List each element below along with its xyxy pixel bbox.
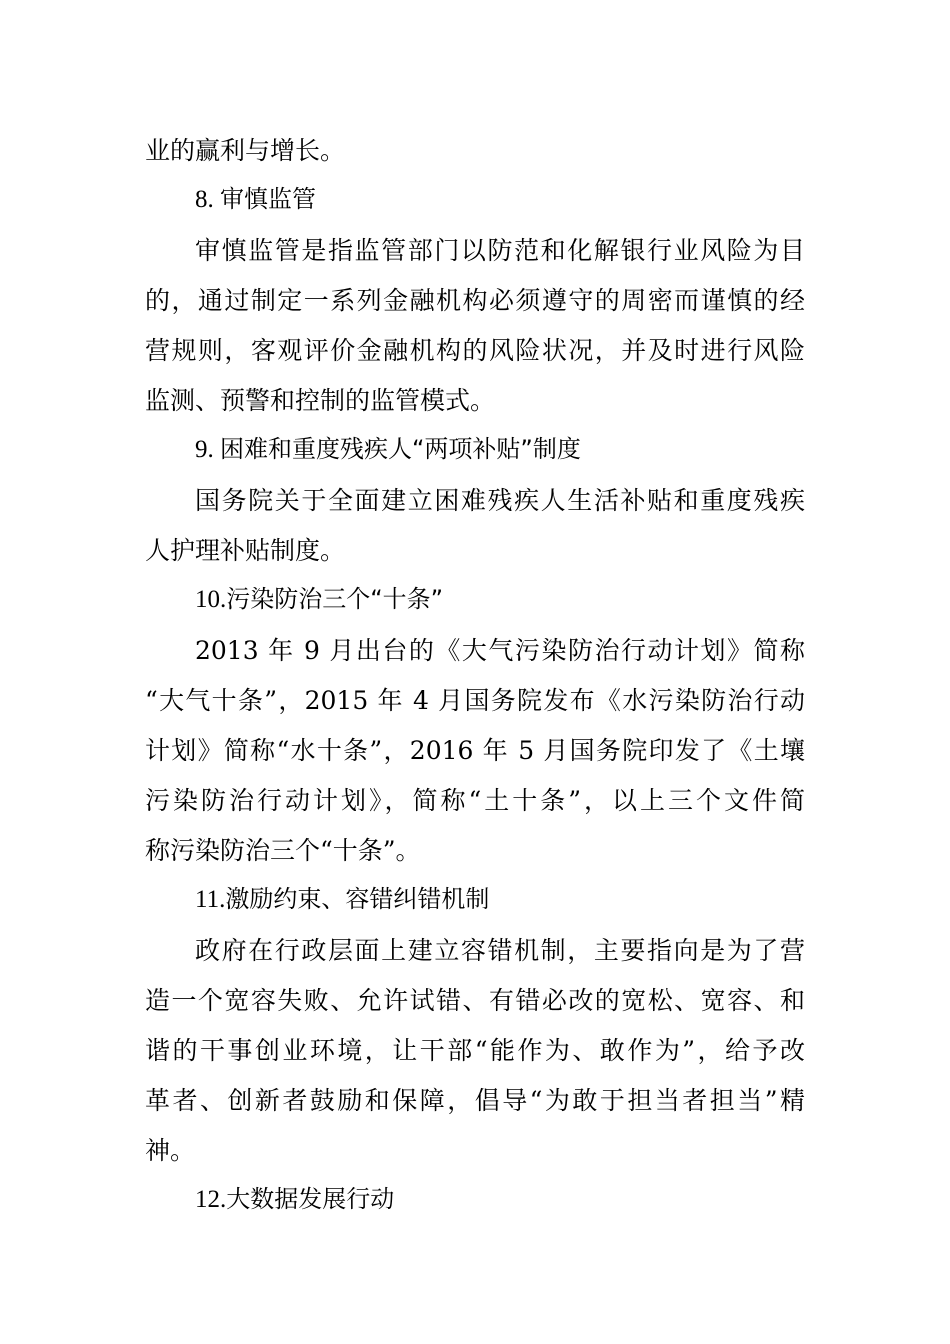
paragraph-line: 的，通过制定一系列金融机构必须遵守的周密而谨慎的经 [145, 286, 805, 315]
paragraph-line: 国务院关于全面建立困难残疾人生活补贴和重度残疾 [195, 486, 805, 515]
section-heading [195, 434, 581, 464]
section-title: 污染防治三个“十条” [226, 585, 444, 613]
paragraph-line: 2013 年 9 月出台的《大气污染防治行动计划》简称 [195, 636, 805, 665]
paragraph-line: “大气十条”，2015 年 4 月国务院发布《水污染防治行动 [145, 686, 805, 715]
section-number: 11. [195, 886, 226, 913]
section-heading [195, 884, 489, 914]
paragraph-line: 人护理补贴制度。 [145, 536, 346, 565]
paragraph-line: 监测、预警和控制的监管模式。 [145, 386, 496, 415]
paragraph-line: 称污染防治三个“十条”。 [145, 836, 421, 865]
section-heading [195, 1184, 394, 1214]
section-title: 激励约束、容错纠错机制 [225, 885, 490, 913]
section-title: 审慎监管 [220, 185, 316, 213]
paragraph-line: 谐的干事创业环境，让干部“能作为、敢作为”，给予改 [145, 1036, 805, 1065]
paragraph-line: 造一个宽容失败、允许试错、有错必改的宽松、宽容、和 [145, 986, 805, 1015]
paragraph-line: 营规则，客观评价金融机构的风险状况，并及时进行风险 [145, 336, 805, 365]
paragraph-line: 污染防治行动计划》，简称“土十条”，以上三个文件简 [145, 786, 805, 815]
section-title: 大数据发展行动 [226, 1185, 395, 1213]
section-number: 10. [195, 586, 227, 613]
section-number: 8. [195, 186, 220, 213]
section-number: 9. [195, 436, 220, 463]
section-title: 困难和重度残疾人“两项补贴”制度 [220, 435, 581, 463]
paragraph-line: 政府在行政层面上建立容错机制，主要指向是为了营 [195, 936, 805, 965]
section-heading [195, 184, 316, 214]
paragraph-line: 业的赢利与增长。 [145, 136, 346, 165]
paragraph-line: 革者、创新者鼓励和保障，倡导“为敢于担当者担当”精 [145, 1086, 805, 1115]
section-number: 12. [195, 1186, 227, 1213]
section-heading [195, 584, 443, 614]
paragraph-line: 审慎监管是指监管部门以防范和化解银行业风险为目 [195, 236, 805, 265]
paragraph-line: 计划》简称“水十条”，2016 年 5 月国务院印发了《土壤 [145, 736, 805, 765]
paragraph-line: 神。 [145, 1136, 196, 1165]
